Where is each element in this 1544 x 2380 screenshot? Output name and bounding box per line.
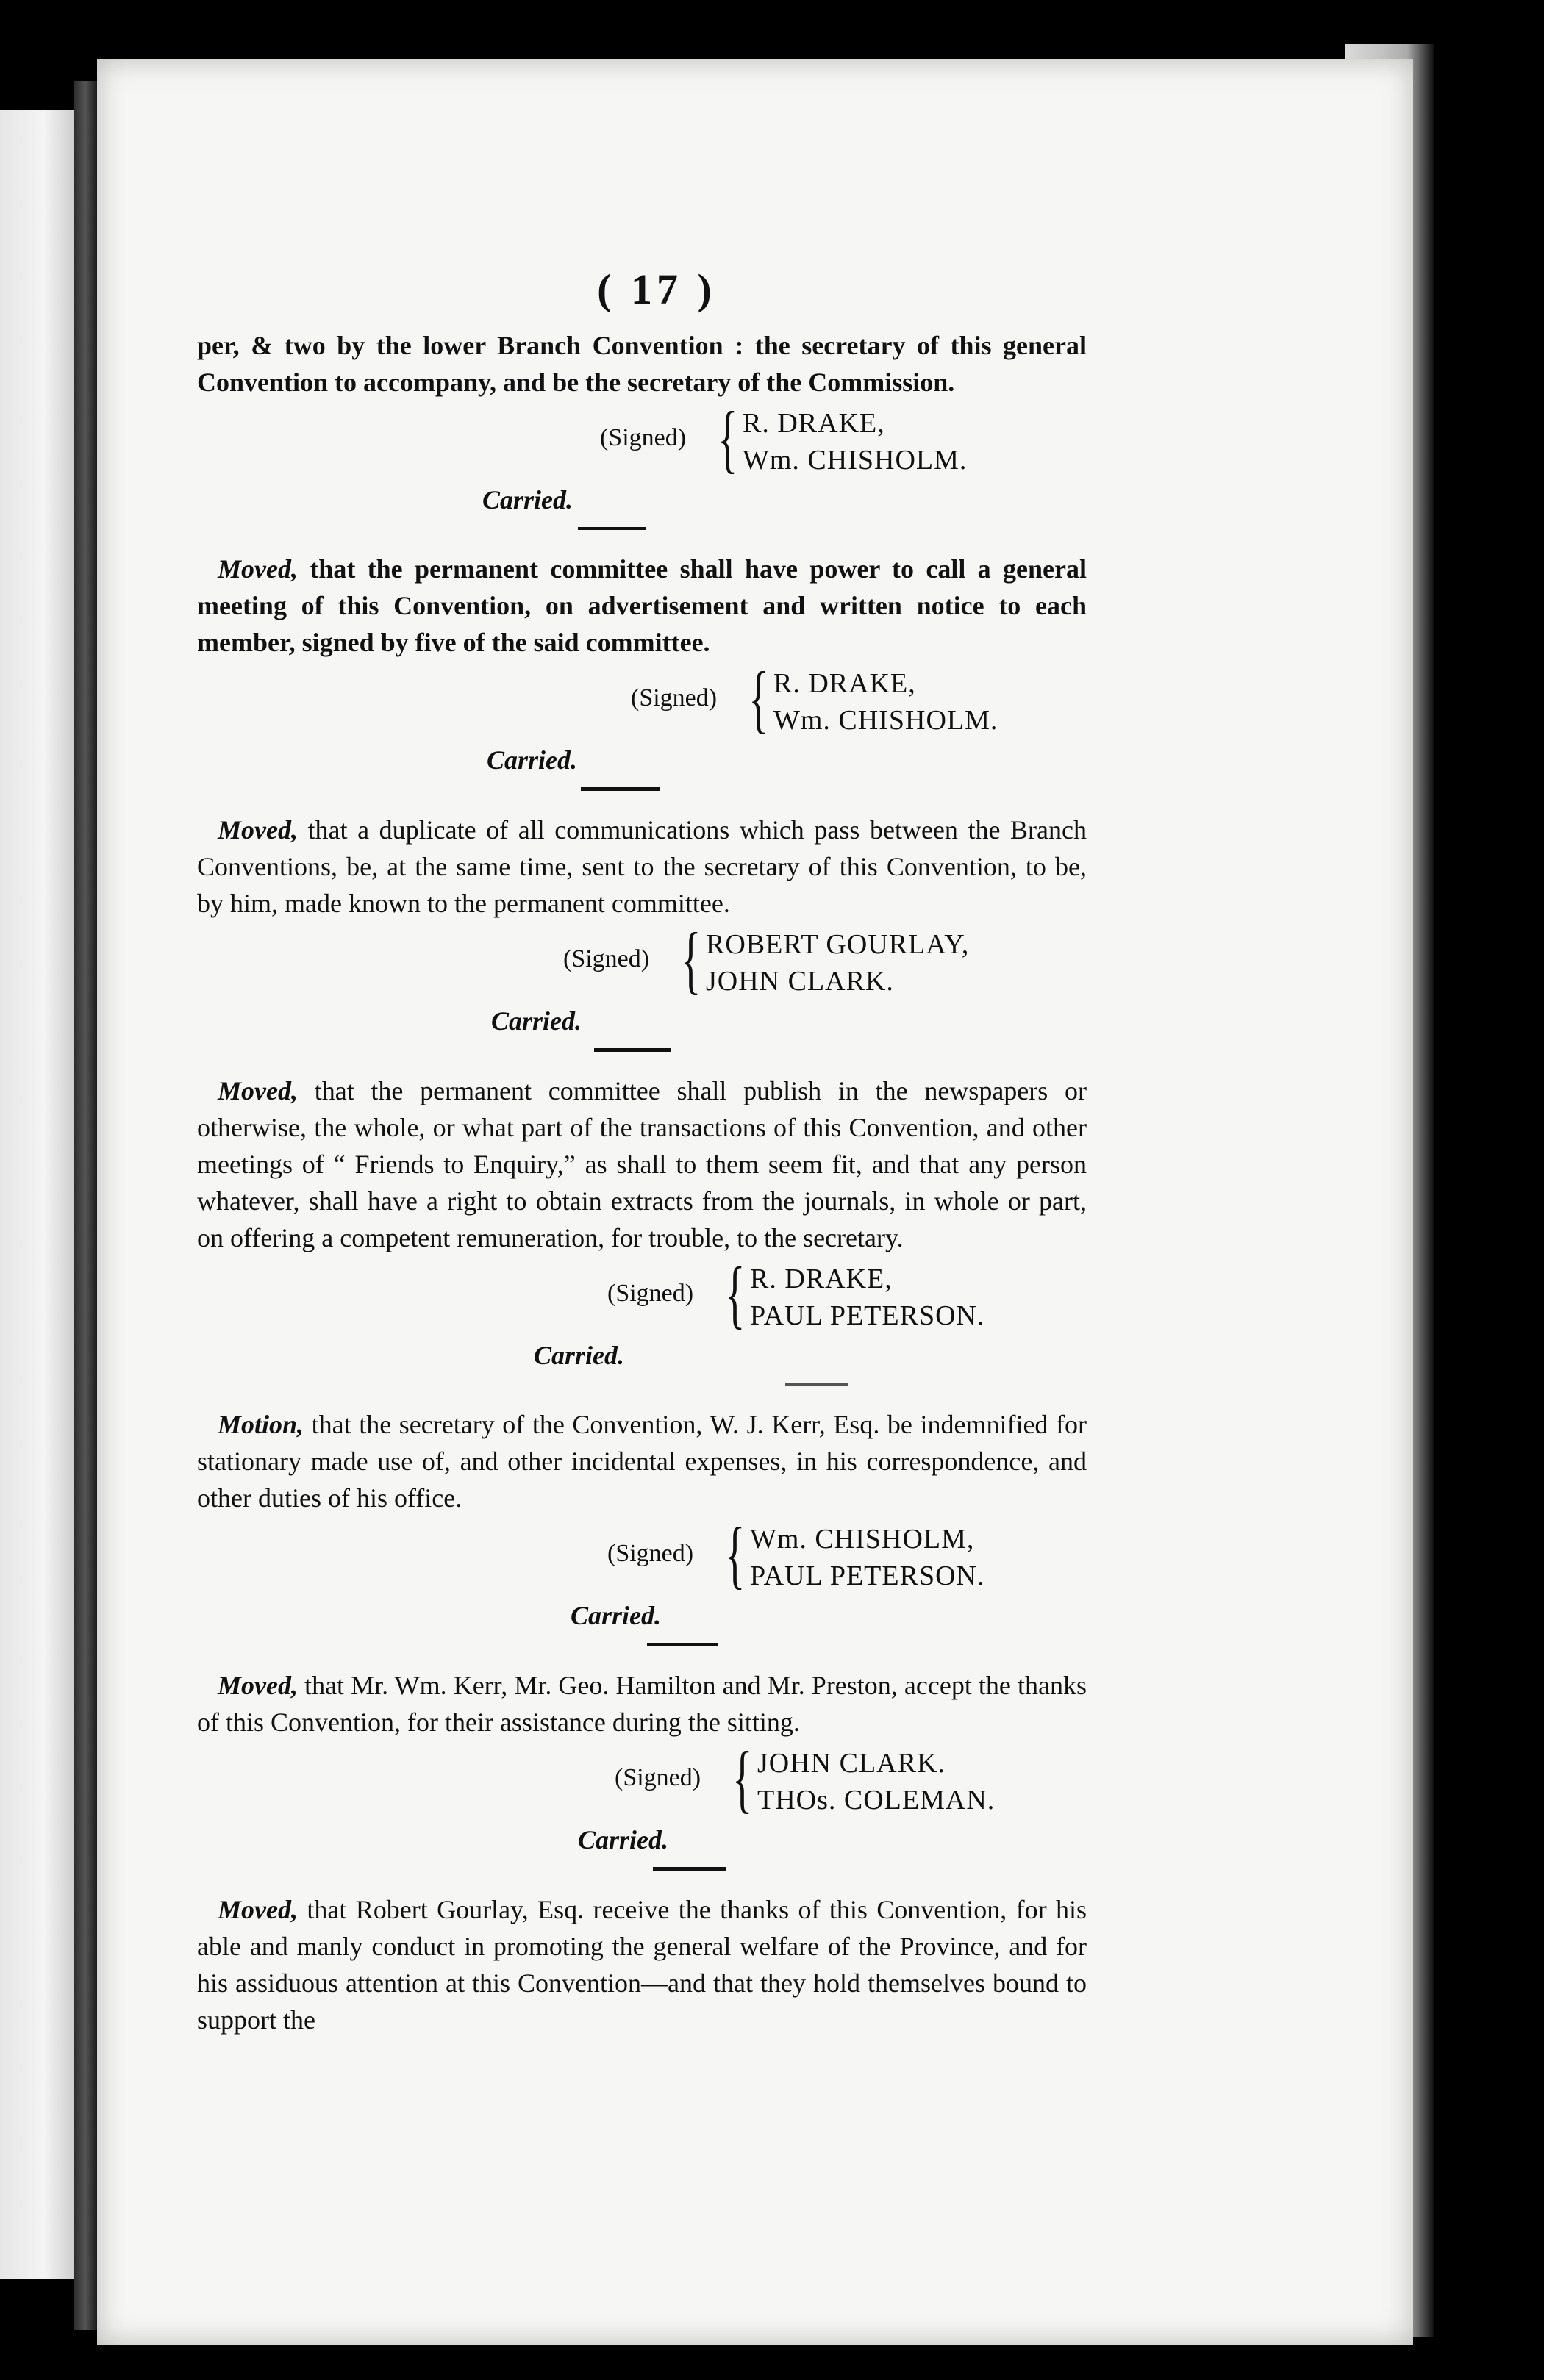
paragraph-text: that the permanent committee shall publish in the newspapers or otherwise, the whole, or what part of the transactions of this Convention, and other meetings of “ Friends to Enquiry,” as shall to them seem fit, and that any person whatever, shall have a right to obtain extracts from the journals, in whole or part, on offering a competent remuneration, for trouble, to the secretary. [197, 1076, 1087, 1252]
motion-paragraph [197, 811, 1087, 922]
signatory-name: Wm. CHISHOLM. [743, 445, 968, 476]
signed-label: (Signed) [631, 684, 718, 712]
paragraph-text: that a duplicate of all communications which pass between the Branch Conventions, be, at the same time, sent to the secretary of this Convention, to be, by him, made known to the permanent committee. [197, 815, 1087, 918]
signature-names [757, 1745, 995, 1818]
carried-label: Carried. [487, 745, 578, 775]
signed-label: (Signed) [607, 1540, 694, 1567]
motion-paragraph [197, 1891, 1087, 2038]
signature-block [197, 656, 1087, 742]
carried-label: Carried. [534, 1341, 625, 1370]
motion-paragraph [197, 1072, 1087, 1256]
signatory-name: R. DRAKE, [743, 408, 885, 439]
section-rule [594, 1048, 671, 1052]
section-rule [785, 1383, 848, 1386]
paragraph-text: that Mr. Wm. Kerr, Mr. Geo. Hamilton and Mr. Preston, accept the thanks of this Convention, for their assistance during the sitting. [197, 1671, 1087, 1737]
section-rule [581, 787, 660, 791]
signature-brace: { [732, 1736, 753, 1821]
signature-brace: { [748, 656, 769, 741]
signatory-name: Wm. CHISHOLM, [750, 1524, 975, 1555]
carried-label: Carried. [482, 485, 573, 515]
page-number: ( 17 ) [597, 265, 716, 313]
paragraph-text: that the permanent committee shall have power to call a general meeting of this Convention, on advertisement and written notice to each member, signed by five of the said committee. [197, 554, 1087, 657]
signatory-name: JOHN CLARK. [706, 966, 894, 997]
book-gutter [74, 81, 97, 2330]
carried-label: Carried. [578, 1825, 669, 1854]
signature-block [197, 917, 1087, 1003]
signature-brace: { [725, 1512, 746, 1596]
motion-lead: Moved, [218, 1076, 298, 1105]
signature-names [750, 1521, 984, 1594]
signed-label: (Signed) [600, 424, 687, 451]
page-content [197, 265, 1087, 2038]
signatory-name: R. DRAKE, [773, 668, 916, 699]
motion-paragraph [197, 1406, 1087, 1516]
signature-brace: { [718, 396, 738, 481]
section-rule [578, 527, 646, 530]
signature-names [750, 1261, 984, 1334]
paragraph-continuation [197, 327, 1087, 401]
signature-brace: { [681, 917, 701, 1002]
motion-lead: Moved, [218, 1895, 298, 1924]
paragraph-text: per, & two by the lower Branch Convention : the secretary of this general Convention to accompany, and be the secretary of the Commission. [197, 331, 1087, 397]
signatory-name: ROBERT GOURLAY, [706, 929, 970, 960]
signatory-name: PAUL PETERSON. [750, 1560, 985, 1591]
motion-paragraph [197, 1667, 1087, 1741]
carried-label: Carried. [491, 1006, 582, 1036]
section-rule [647, 1643, 718, 1646]
section-rule [653, 1867, 726, 1871]
signed-label: (Signed) [607, 1280, 694, 1307]
signatory-name: Wm. CHISHOLM. [773, 705, 998, 736]
signature-brace: { [725, 1252, 746, 1336]
signatory-name: PAUL PETERSON. [750, 1300, 985, 1331]
motion-lead: Moved, [218, 815, 298, 845]
signature-block [197, 396, 1087, 481]
signed-label: (Signed) [615, 1764, 701, 1791]
motion-lead: Moved, [218, 1671, 298, 1700]
signed-label: (Signed) [563, 945, 650, 972]
carried-label: Carried. [571, 1601, 662, 1630]
previous-page-edge [0, 110, 74, 2279]
signature-names [706, 926, 969, 1000]
signature-block [197, 1736, 1087, 1821]
signatory-name: R. DRAKE, [750, 1264, 893, 1294]
signature-block [197, 1512, 1087, 1597]
motion-lead: Moved, [218, 554, 298, 584]
signature-names [743, 405, 967, 478]
motion-paragraph [197, 551, 1087, 661]
signatory-name: THOs. COLEMAN. [757, 1785, 996, 1816]
motion-lead: Motion, [218, 1410, 304, 1439]
signature-block [197, 1252, 1087, 1337]
paragraph-text: that Robert Gourlay, Esq. receive the thanks of this Convention, for his able and manly conduct in promoting the general welfare of the Province, and for his assiduous attention at this Convention—and that they hold themselves bound to support the [197, 1895, 1087, 2035]
signature-names [773, 665, 998, 739]
paragraph-text: that the secretary of the Convention, W. J. Kerr, Esq. be indemnified for stationary made use of, and other incidental expenses, in his correspondence, and other duties of his office. [197, 1410, 1087, 1513]
signatory-name: JOHN CLARK. [757, 1748, 946, 1779]
